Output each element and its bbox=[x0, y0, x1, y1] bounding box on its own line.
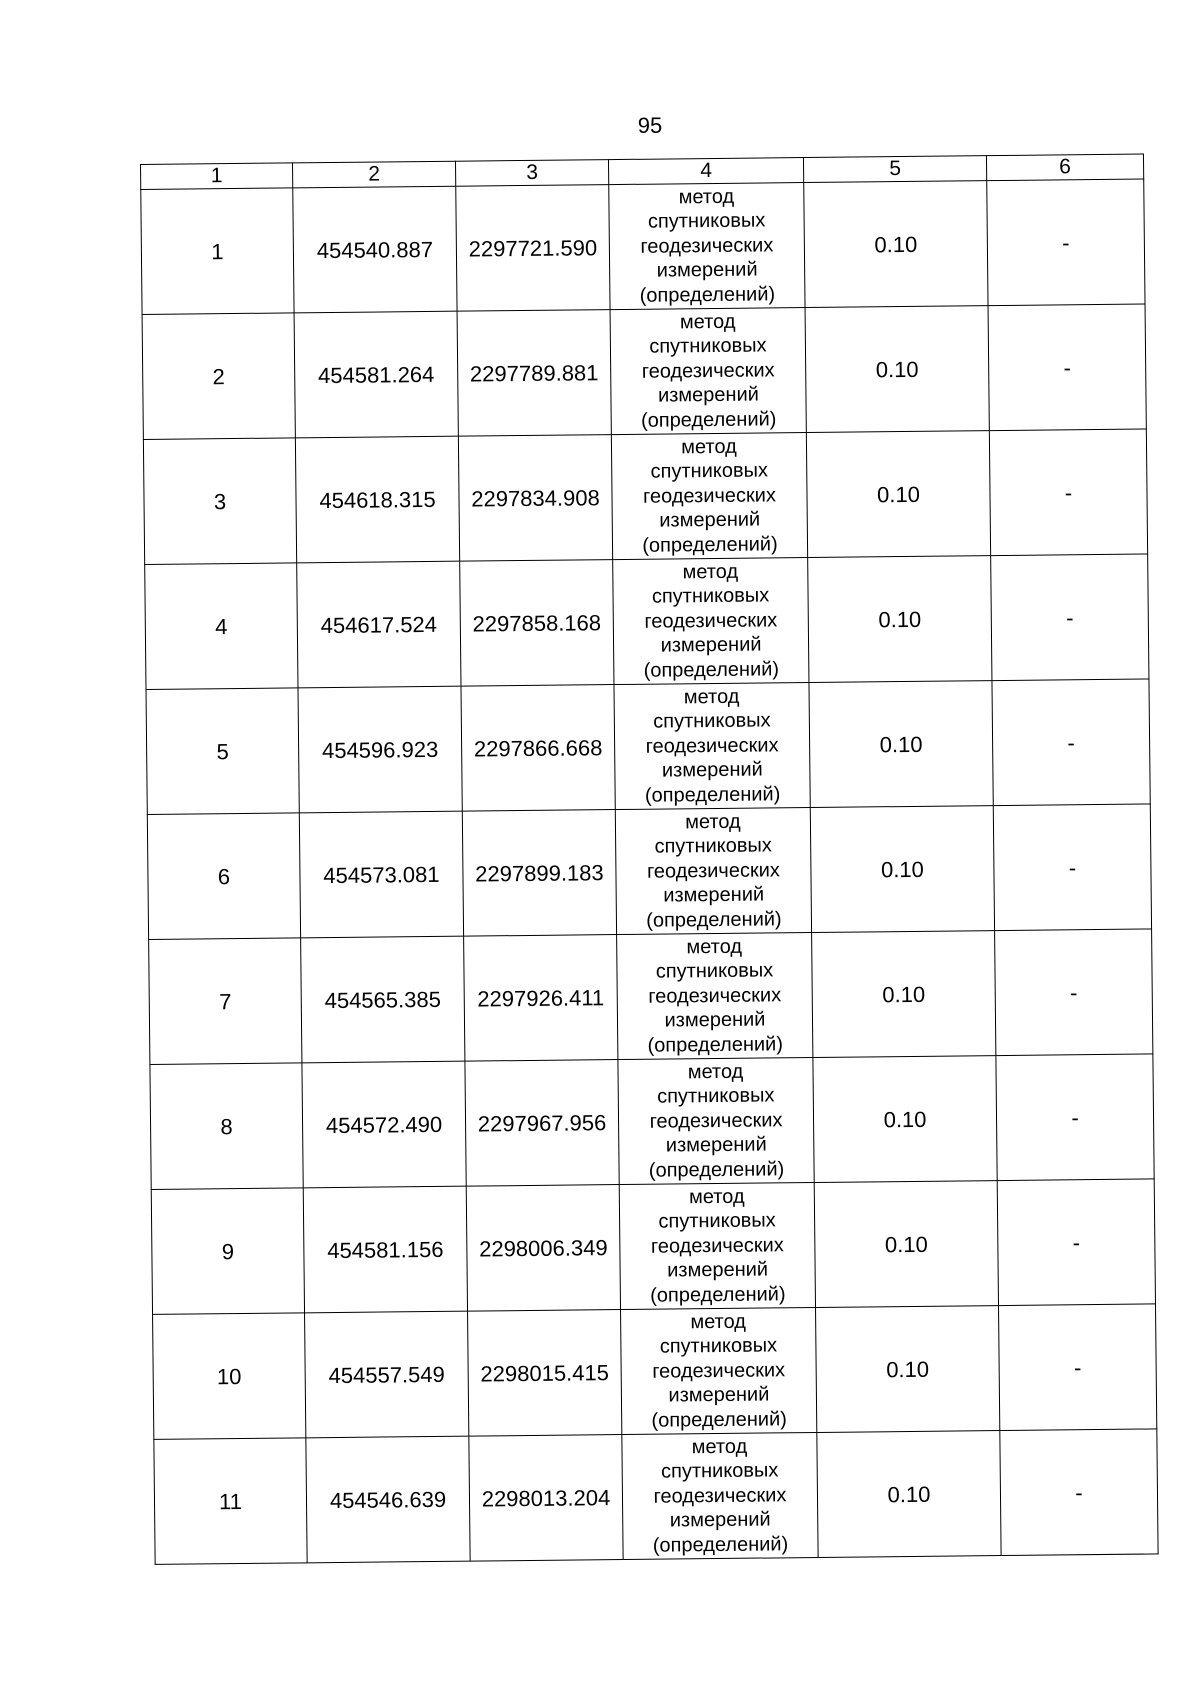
method-text-line: измерений bbox=[660, 633, 762, 657]
table-row bbox=[147, 804, 1151, 939]
note-cell: - bbox=[996, 1054, 1154, 1181]
method-text-line: спутниковых bbox=[647, 209, 766, 233]
note-cell: - bbox=[997, 1179, 1155, 1306]
method-text-line: геодезических bbox=[640, 234, 774, 258]
method-text-line: метод bbox=[690, 1310, 747, 1334]
y-coordinate-cell: 2298013.204 bbox=[469, 1435, 623, 1562]
method-text-line: (определений) bbox=[651, 1408, 787, 1432]
method-text-line: спутниковых bbox=[660, 1459, 779, 1483]
method-text-line: (определений) bbox=[648, 1158, 785, 1182]
x-coordinate-cell: 454596.923 bbox=[298, 686, 462, 813]
table-body bbox=[141, 179, 1158, 1564]
page-number: 95 bbox=[637, 113, 663, 138]
accuracy-cell: 0.10 bbox=[812, 931, 996, 1058]
method-text-line: геодезических bbox=[644, 609, 778, 633]
header-cell-1: 1 bbox=[141, 163, 293, 190]
method-cell bbox=[609, 183, 805, 310]
method-cell bbox=[622, 1432, 818, 1559]
point-number-cell: 7 bbox=[149, 938, 302, 1065]
table-row bbox=[141, 179, 1145, 314]
method-text-line: геодезических bbox=[646, 859, 780, 883]
method-text-line: спутниковых bbox=[657, 1084, 775, 1108]
method-cell bbox=[611, 433, 807, 560]
method-text-line: (определений) bbox=[642, 533, 778, 557]
method-text-line: (определений) bbox=[639, 283, 776, 307]
method-text-line: геодезических bbox=[653, 1484, 787, 1508]
x-coordinate-cell: 454565.385 bbox=[301, 936, 465, 1063]
method-text-line: метод bbox=[687, 1060, 744, 1084]
method-text-line: (определений) bbox=[644, 783, 781, 807]
method-text-line: геодезических bbox=[642, 484, 777, 508]
x-coordinate-cell: 454617.524 bbox=[297, 561, 461, 688]
y-coordinate-cell: 2297721.590 bbox=[456, 185, 610, 312]
y-coordinate-cell: 2297899.183 bbox=[462, 810, 616, 937]
method-text-line: геодезических bbox=[645, 734, 779, 758]
method-text-line: (определений) bbox=[652, 1533, 789, 1557]
accuracy-cell: 0.10 bbox=[805, 306, 989, 433]
x-coordinate-cell: 454581.156 bbox=[303, 1186, 467, 1313]
y-coordinate-cell: 2297866.668 bbox=[461, 685, 615, 812]
method-text-line: измерений bbox=[663, 883, 765, 907]
y-coordinate-cell: 2297926.411 bbox=[464, 935, 618, 1062]
y-coordinate-cell: 2298006.349 bbox=[466, 1185, 620, 1312]
method-text-line: спутниковых bbox=[650, 459, 769, 483]
method-text-line: спутниковых bbox=[651, 584, 770, 608]
x-coordinate-cell: 454540.887 bbox=[293, 186, 457, 313]
method-cell bbox=[621, 1307, 817, 1434]
table-row bbox=[153, 1304, 1157, 1439]
point-number-cell: 9 bbox=[151, 1188, 304, 1315]
x-coordinate-cell: 454557.549 bbox=[305, 1311, 469, 1438]
method-text-line: спутниковых bbox=[654, 834, 772, 858]
y-coordinate-cell: 2297789.881 bbox=[457, 310, 611, 437]
x-coordinate-cell: 454546.639 bbox=[306, 1436, 470, 1563]
method-text-line: геодезических bbox=[649, 1109, 783, 1133]
header-cell-2: 2 bbox=[292, 161, 455, 188]
method-text-line: метод bbox=[678, 185, 735, 209]
method-text-line: измерений bbox=[656, 258, 758, 282]
method-text-line: геодезических bbox=[650, 1234, 784, 1258]
accuracy-cell: 0.10 bbox=[813, 1056, 997, 1183]
method-text-line: метод bbox=[686, 935, 743, 959]
method-text-line: измерений bbox=[667, 1258, 769, 1282]
header-cell-5: 5 bbox=[803, 156, 986, 183]
method-cell bbox=[618, 1058, 814, 1185]
method-text-line: метод bbox=[683, 685, 740, 709]
method-text-line: метод bbox=[679, 310, 736, 334]
method-text-line: измерений bbox=[659, 508, 761, 532]
method-text-line: (определений) bbox=[643, 658, 780, 682]
method-text-line: метод bbox=[682, 560, 739, 584]
point-number-cell: 6 bbox=[147, 813, 300, 940]
coordinates-table bbox=[140, 153, 1159, 1564]
table-row bbox=[143, 429, 1147, 564]
table-container bbox=[140, 153, 1159, 1564]
method-cell bbox=[614, 683, 810, 810]
method-text-line: измерений bbox=[661, 758, 763, 782]
y-coordinate-cell: 2297834.908 bbox=[458, 435, 612, 562]
method-text-line: спутниковых bbox=[659, 1334, 778, 1358]
table-row bbox=[154, 1429, 1158, 1564]
point-number-cell: 1 bbox=[141, 188, 294, 315]
header-cell-3: 3 bbox=[455, 160, 608, 187]
note-cell: - bbox=[988, 304, 1146, 431]
note-cell: - bbox=[987, 179, 1145, 306]
method-cell bbox=[610, 308, 806, 435]
table-row bbox=[150, 1054, 1154, 1189]
method-text-line: измерений bbox=[665, 1133, 767, 1157]
point-number-cell: 4 bbox=[145, 563, 298, 690]
method-text-line: измерений bbox=[664, 1008, 766, 1032]
y-coordinate-cell: 2297858.168 bbox=[460, 560, 614, 687]
x-coordinate-cell: 454572.490 bbox=[302, 1061, 466, 1188]
note-cell: - bbox=[999, 1304, 1157, 1431]
method-text-line: геодезических bbox=[652, 1359, 786, 1383]
method-text-line: измерений bbox=[657, 383, 759, 407]
method-text-line: спутниковых bbox=[655, 959, 774, 983]
header-cell-6: 6 bbox=[986, 154, 1143, 181]
table-row bbox=[146, 679, 1150, 814]
method-cell bbox=[613, 558, 809, 685]
accuracy-cell: 0.10 bbox=[808, 556, 992, 683]
x-coordinate-cell: 454581.264 bbox=[294, 311, 458, 438]
method-text-line: измерений bbox=[669, 1508, 771, 1532]
accuracy-cell: 0.10 bbox=[816, 1306, 1000, 1433]
method-cell bbox=[615, 808, 811, 935]
table-row bbox=[151, 1179, 1155, 1314]
header-cell-4: 4 bbox=[608, 158, 803, 185]
method-text-line: (определений) bbox=[646, 908, 782, 932]
accuracy-cell: 0.10 bbox=[814, 1181, 998, 1308]
table-row bbox=[149, 929, 1153, 1064]
note-cell: - bbox=[989, 429, 1147, 556]
method-cell bbox=[619, 1182, 815, 1309]
x-coordinate-cell: 454618.315 bbox=[295, 436, 459, 563]
method-text-line: метод bbox=[691, 1435, 748, 1459]
method-text-line: геодезических bbox=[641, 359, 775, 383]
method-cell bbox=[617, 933, 813, 1060]
accuracy-cell: 0.10 bbox=[817, 1431, 1001, 1558]
point-number-cell: 10 bbox=[153, 1313, 306, 1440]
accuracy-cell: 0.10 bbox=[810, 806, 994, 933]
note-cell: - bbox=[1000, 1429, 1158, 1556]
table-row bbox=[142, 304, 1146, 439]
note-cell: - bbox=[995, 929, 1153, 1056]
method-text-line: метод bbox=[685, 810, 741, 834]
method-text-line: измерений bbox=[668, 1383, 770, 1407]
y-coordinate-cell: 2298015.415 bbox=[468, 1310, 622, 1437]
point-number-cell: 11 bbox=[154, 1438, 307, 1565]
note-cell: - bbox=[991, 554, 1149, 681]
method-text-line: метод bbox=[688, 1185, 745, 1209]
accuracy-cell: 0.10 bbox=[806, 431, 990, 558]
method-text-line: спутниковых bbox=[649, 334, 767, 358]
method-text-line: геодезических bbox=[648, 984, 782, 1008]
point-number-cell: 8 bbox=[150, 1063, 303, 1190]
method-text-line: метод bbox=[681, 435, 737, 459]
method-text-line: (определений) bbox=[640, 408, 777, 432]
method-text-line: спутниковых bbox=[658, 1209, 776, 1233]
y-coordinate-cell: 2297967.956 bbox=[465, 1060, 619, 1187]
point-number-cell: 3 bbox=[143, 438, 296, 565]
method-text-line: (определений) bbox=[647, 1033, 784, 1057]
accuracy-cell: 0.10 bbox=[804, 181, 988, 308]
point-number-cell: 2 bbox=[142, 313, 295, 440]
method-text-line: (определений) bbox=[650, 1283, 786, 1307]
table-row bbox=[145, 554, 1149, 689]
method-text-line: спутниковых bbox=[653, 709, 771, 733]
note-cell: - bbox=[993, 804, 1151, 931]
x-coordinate-cell: 454573.081 bbox=[299, 811, 463, 938]
note-cell: - bbox=[992, 679, 1150, 806]
point-number-cell: 5 bbox=[146, 688, 299, 815]
accuracy-cell: 0.10 bbox=[809, 681, 993, 808]
